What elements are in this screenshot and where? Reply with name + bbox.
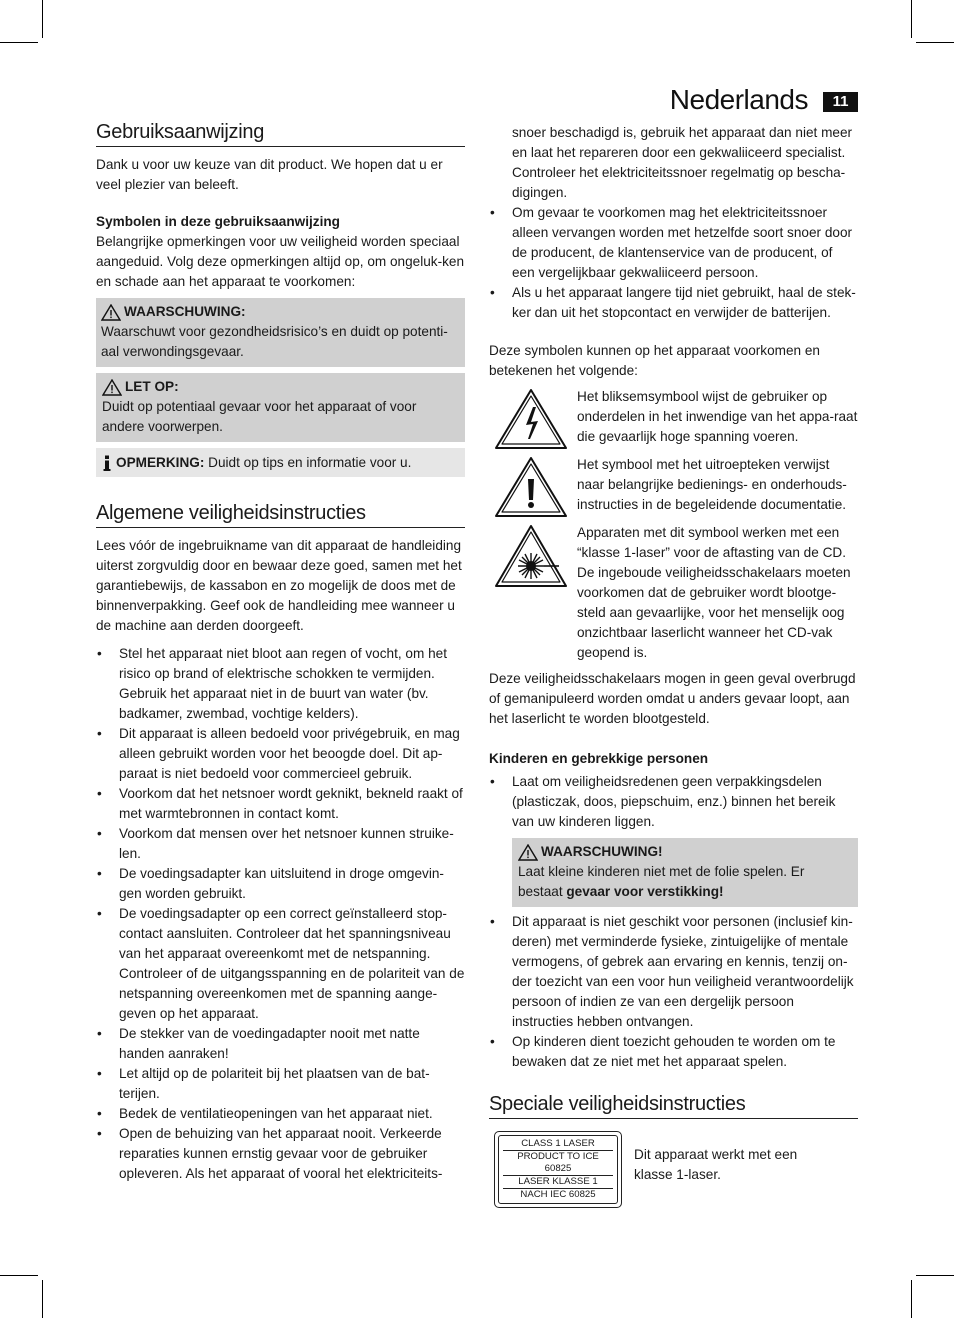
warning2-label: WAARSCHUWING! [541, 844, 663, 859]
list-item: • Stel het apparaat niet bloot aan regen of vocht, om het risico op brand of elektrische schokken te vermijden. Gebruik het apparaat niet in de buurt van water (bv. badkamer, zwembad, vochtige kelders). [96, 644, 465, 724]
note-label: OPMERKING: [116, 455, 205, 470]
list-item: • Als u het apparaat langere tijd niet gebruikt, haal de stek-ker dan uit het stopcontact en verwijder de batterijen. [489, 283, 858, 323]
list-item: • Voorkom dat mensen over het netsnoer kunnen struike-len. [96, 824, 465, 864]
list-item: • De voedingsadapter op een correct geïnstalleerd stop-contact aansluiten. Controleer dat het spanningsniveau van het apparaat overeenkomt met de netspanning. Controleer of de uitgangsspanning en de polariteit van de netspanning overeenkomen met de spanning aange-geven op het apparaat. [96, 904, 465, 1024]
intro-text: Dank u voor uw keuze van dit product. We hopen dat u er veel plezier van beleeft. [96, 157, 443, 192]
list-item: • Dit apparaat is alleen bedoeld voor privégebruik, en mag alleen gebruikt worden voor het beoogde doel. Dit ap-paraat is niet bedoeld voor commercieel gebruik. [96, 724, 465, 784]
page-title: Nederlands [669, 84, 808, 115]
children-list-1 [489, 772, 858, 832]
symbol-lightning-row [489, 387, 858, 451]
heading-general-safety: Algemene veiligheidsinstructies [96, 501, 465, 528]
list-item: • Bedek de ventilatieopeningen van het apparaat niet. [96, 1104, 465, 1124]
warning2-text: Laat kleine kinderen niet met de folie spelen. Er bestaat [518, 864, 805, 899]
list-item: • Om gevaar te voorkomen mag het elektriciteitssnoer alleen vervangen worden met hetzelfde soort snoer door de producent, de klantenservice van de producent, of een vergelijkbaar gekwaliiceerd persoon. [489, 203, 858, 283]
crop-mark [42, 0, 43, 38]
heading-special-safety: Speciale veiligheidsinstructies [489, 1092, 858, 1119]
warning2-bold: gevaar voor verstikking! [566, 884, 724, 899]
warning-box [96, 298, 465, 367]
symbols-heading: Symbolen in deze gebruiksaanwijzing [96, 214, 340, 229]
heading-usage: Gebruiksaanwijzing [96, 120, 465, 147]
laser-warning-icon [493, 523, 569, 591]
symbol-laser-row [489, 523, 858, 663]
crop-mark [911, 1280, 912, 1318]
list-item: • De voedingsadapter kan uitsluitend in droge omgevin-gen worden gebruikt. [96, 864, 465, 904]
children-list-2 [489, 912, 858, 1072]
laser-label-line: NACH IEC 60825 [520, 1189, 596, 1200]
laser-label-line: PRODUCT TO ICE 60825 [503, 1151, 613, 1176]
general-intro: Lees vóór de ingebruikname van dit apparaat de handleiding uiterst zorgvuldig door en bewaar deze goed, samen met het garantiebewijs, de kassabon en zo mogelijk de doos met de binnenverpakking. Geef ook de handleiding mee wanneer u de machine aan derden doorgeeft. [96, 538, 462, 633]
symbols-text: Belangrijke opmerkingen voor uw veiligheid worden speciaal aangeduid. Volg deze opmerkingen altijd op, om ongeluk-ken en schade aan het apparaat te voorkomen: [96, 234, 465, 289]
list-item: • De stekker van de voedingadapter nooit met natte handen aanraken! [96, 1024, 465, 1064]
exclamation-warning-icon [493, 455, 569, 519]
special-text: Dit apparaat werkt met een klasse 1-laser. [634, 1147, 798, 1182]
right-column [489, 123, 858, 1208]
left-column [96, 120, 465, 1184]
info-icon [102, 455, 112, 472]
symbols-intro: Deze symbolen kunnen op het apparaat voorkomen en betekenen het volgende: [489, 343, 820, 378]
warning-triangle-icon [518, 844, 538, 861]
crop-mark [0, 1275, 38, 1276]
caution-text: Duidt op potentiaal gevaar voor het apparaat of voor andere voorwerpen. [102, 399, 417, 434]
crop-mark [911, 0, 912, 38]
list-item: • Let altijd op de polariteit bij het plaatsen van de bat-terijen. [96, 1064, 465, 1104]
list-item: • Dit apparaat is niet geschikt voor personen (inclusief kin-deren) met verminderde fysieke, zintuigelijke of mentale vermogens, of gebrek aan ervaring en kennis, tenzij on-der toezicht van een voor hun veiligheid verantwoordelijk persoon of indien ze van een dergelijk persoon instructies hebben ontvangen. [489, 912, 858, 1032]
crop-mark [0, 42, 38, 43]
children-heading: Kinderen en gebrekkige personen [489, 751, 709, 766]
list-item: snoer beschadigd is, gebruik het apparaat dan niet meer en laat het repareren door een gekwaliiceerd specialist. Controleer het elektriciteitssnoer regelmatig op bescha-digingen. [512, 125, 853, 200]
symbol-exclaim-row [489, 455, 858, 519]
crop-mark [916, 1275, 954, 1276]
list-item: • Laat om veiligheidsredenen geen verpakkingsdelen (plasticzak, doos, piepschuim, enz.) binnen het bereik van uw kinderen liggen. [489, 772, 858, 832]
laser-label-line: LASER KLASSE 1 [503, 1176, 613, 1189]
laser-label-line: CLASS 1 LASER [503, 1138, 613, 1151]
exclaim-text: Het symbool met het uitroepteken verwijst naar belangrijke bedienings- en onderhouds-instructies in de begeleidende documentatie. [577, 457, 847, 512]
laser-class-label [494, 1131, 622, 1208]
continued-safety-list [489, 123, 858, 323]
lightning-text: Het bliksemsymbool wijst de gebruiker op onderdelen in het inwendige van het appa-raat die gevaarlijk hoge spanning voeren. [577, 389, 858, 444]
warning-triangle-icon [101, 304, 121, 321]
crop-mark [916, 42, 954, 43]
caution-triangle-icon [102, 379, 122, 396]
list-item: • Op kinderen dient toezicht gehouden te worden om te bewaken dat ze niet met het apparaat spelen. [489, 1032, 858, 1072]
warning-label: WAARSCHUWING: [124, 304, 246, 319]
lightning-warning-icon [493, 387, 569, 451]
laser-text: Apparaten met dit symbool werken met een “klasse 1-laser” voor de aftasting van de CD. De ingeboude veiligheidsschakelaars moeten voorkomen dat de gebruiker wordt blootge-steld aan gevaarlijke, voor het menselijk oog onzichtbaar laserlicht wanneer het CD-vak geopend is. [577, 525, 851, 660]
general-safety-list [96, 644, 465, 1184]
list-item: • Open de behuizing van het apparaat nooit. Verkeerde reparaties kunnen ernstig gevaar voor de gebruiker opleveren. Als het apparaat of vooral het elektriciteits- [96, 1124, 465, 1184]
caution-box [96, 373, 465, 442]
list-item: • Voorkom dat het netsnoer wordt geknikt, bekneld raakt of met warmtebronnen in contact komt. [96, 784, 465, 824]
note-box [96, 448, 465, 477]
note-text: Duidt op tips en informatie voor u. [208, 455, 412, 470]
warning-text: Waarschuwt voor gezondheidsrisico’s en duidt op potenti-aal verwondingsgevaar. [101, 324, 448, 359]
page-number: 11 [823, 92, 858, 112]
crop-mark [42, 1280, 43, 1318]
caution-label: LET OP: [125, 379, 179, 394]
warning-box-children [512, 838, 858, 907]
switch-text: Deze veiligheidsschakelaars mogen in geen geval overbrugd of gemanipuleerd worden omdat u anders gevaar loopt, aan het laserlicht te worden blootgesteld. [489, 671, 856, 726]
